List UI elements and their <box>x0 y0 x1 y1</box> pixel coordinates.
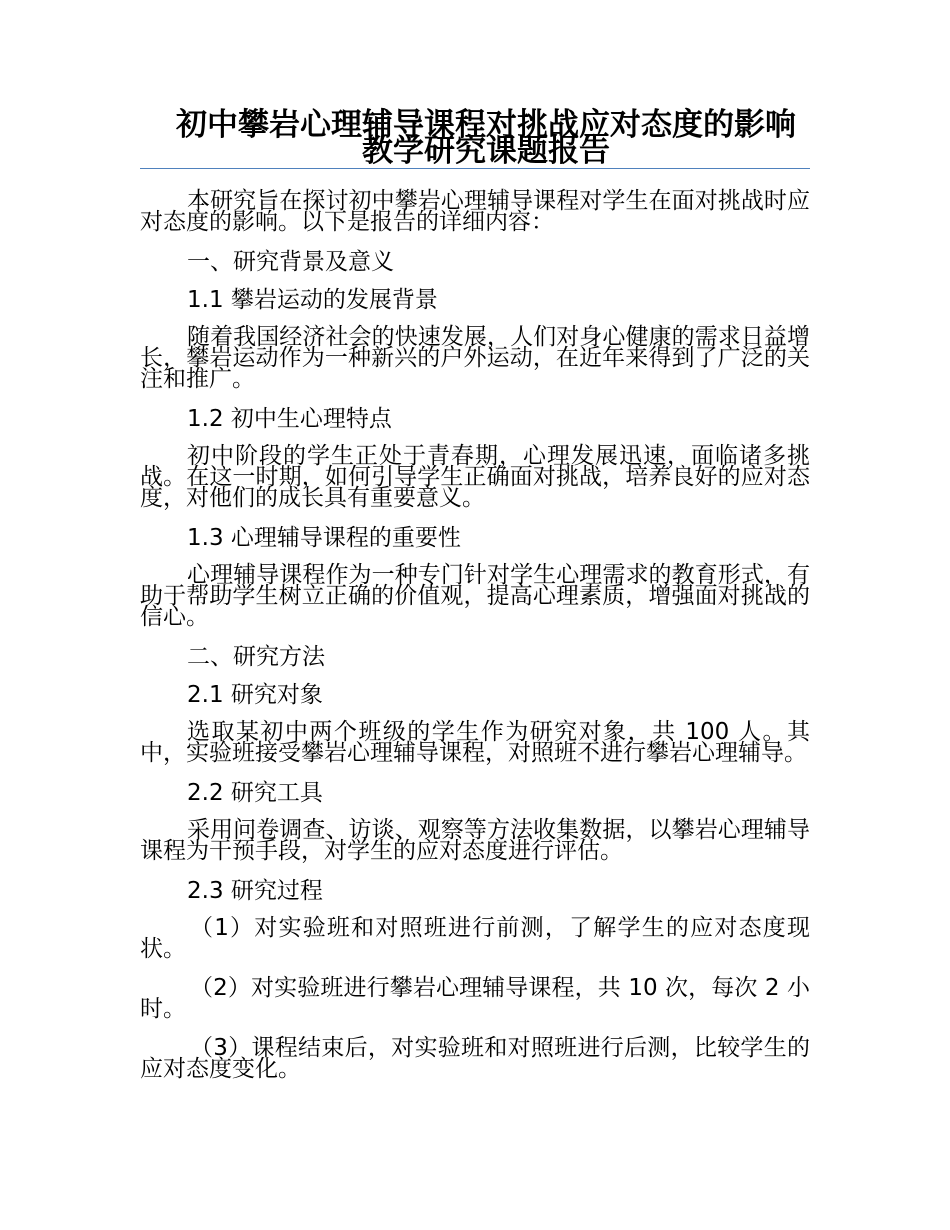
section-heading-methods: 二、研究方法 <box>187 644 325 670</box>
subsection-heading-2-2: 2.2 研究工具 <box>187 780 323 806</box>
subsection-heading-1-2: 1.2 初中生心理特点 <box>187 406 392 432</box>
paragraph-1-2: 初中阶段的学生正处于青春期，心理发展迅速，面临诸多挑战。在这一时期，如何引导学生正确面对挑战，培养良好的应对态度，对他们的成长具有重要意义。 <box>140 443 810 511</box>
document-title: 初中攀岩心理辅导课程对挑战应对态度的影响教学研究课题报告 <box>176 107 796 169</box>
subsection-heading-1-3: 1.3 心理辅导课程的重要性 <box>187 525 461 551</box>
section-heading-background: 一、研究背景及意义 <box>187 249 394 275</box>
subsection-heading-2-1: 2.1 研究对象 <box>187 682 323 708</box>
process-step-1: （1）对实验班和对照班进行前测，了解学生的应对态度现状。 <box>140 915 810 962</box>
process-step-2: （2）对实验班进行攀岩心理辅导课程，共 10 次，每次 2 小时。 <box>140 975 810 1022</box>
paragraph-2-1: 选取某初中两个班级的学生作为研究对象，共 100 人。其中，实验班接受攀岩心理辅导课程，对照班不进行攀岩心理辅导。 <box>140 719 810 766</box>
subsection-heading-2-3: 2.3 研究过程 <box>187 878 323 904</box>
intro-paragraph: 本研究旨在探讨初中攀岩心理辅导课程对学生在面对挑战时应对态度的影响。以下是报告的详细内容： <box>140 188 810 235</box>
document-page <box>140 100 810 1098</box>
paragraph-2-2: 采用问卷调查、访谈、观察等方法收集数据，以攀岩心理辅导课程为干预手段，对学生的应对态度进行评估。 <box>140 817 810 864</box>
paragraph-1-3: 心理辅导课程作为一种专门针对学生心理需求的教育形式，有助于帮助学生树立正确的价值观，提高心理素质，增强面对挑战的信心。 <box>140 562 810 630</box>
process-step-3: （3）课程结束后，对实验班和对照班进行后测，比较学生的应对态度变化。 <box>140 1035 810 1082</box>
paragraph-1-1: 随着我国经济社会的快速发展，人们对身心健康的需求日益增长，攀岩运动作为一种新兴的户外运动，在近年来得到了广泛的关注和推广。 <box>140 324 810 392</box>
subsection-heading-1-1: 1.1 攀岩运动的发展背景 <box>187 287 438 313</box>
